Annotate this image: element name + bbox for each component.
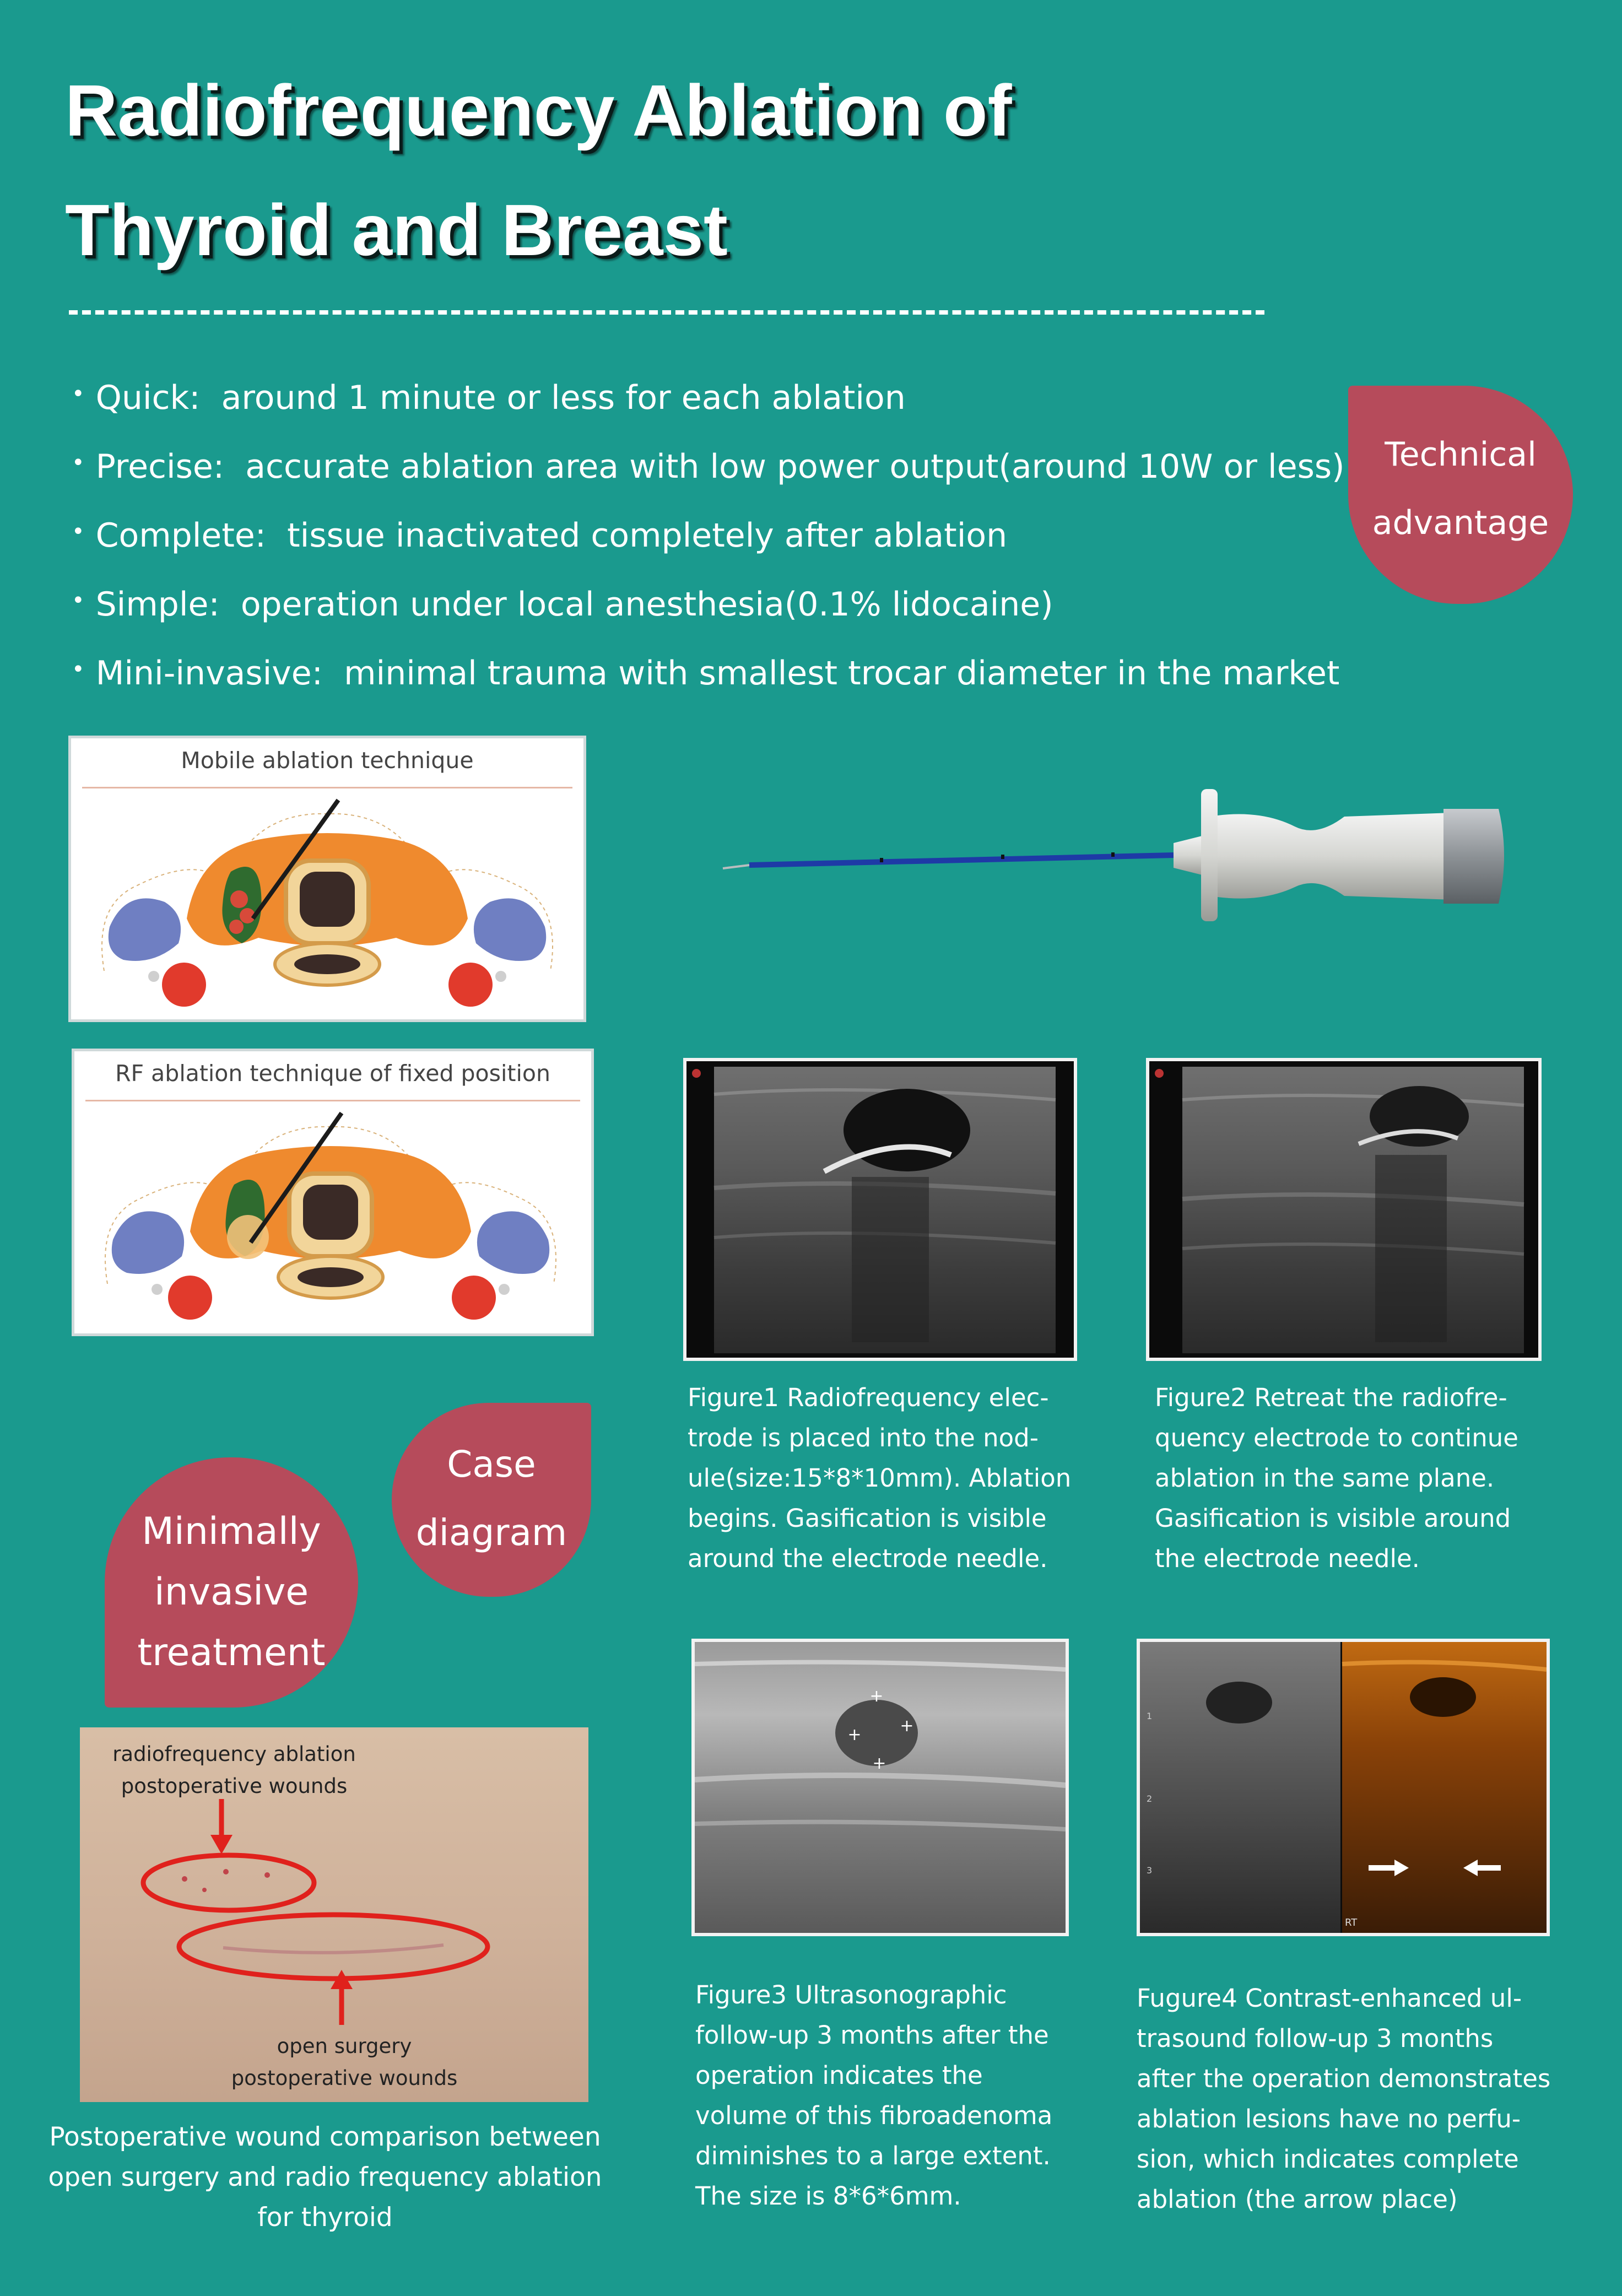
figure2-caption: Figure2 Retreat the radiofre- quency electrode to continue ablation in the same plane. Gasification is visible around the electrode needle. xyxy=(1155,1383,1518,1573)
advantage-simple: • Simple: operation under local anesthesia(0.1% lidocaine) xyxy=(72,585,1053,624)
advantage-quick: • Quick: around 1 minute or less for each ablation xyxy=(72,379,906,417)
advantage-precise: • Precise: accurate ablation area with low power output(around 10W or less) xyxy=(72,447,1345,486)
technical-advantage-badge: Technical advantage xyxy=(1348,386,1573,604)
fixed-position-ablation-diagram xyxy=(72,1049,594,1336)
svg-text:+: + xyxy=(847,1725,862,1744)
svg-text:+: + xyxy=(869,1687,884,1706)
mobile-ablation-diagram xyxy=(68,736,586,1022)
mobile-ablation-title: Mobile ablation technique xyxy=(181,747,474,774)
figure3-caption: Figure3 Ultrasonographic follow-up 3 months after the operation indicates the volume of this fibroadenoma diminishes to a large extent. The size is 8*6*6mm. xyxy=(695,1980,1053,2211)
fig4-rt-marker: RT xyxy=(1345,1917,1358,1928)
figure1-caption: Figure1 Radiofrequency elec- trode is placed into the nod- ule(size:15*8*10mm). Ablation begins. Gasification is visible around the electrode needle. xyxy=(688,1383,1072,1573)
fixed-ablation-title: RF ablation technique of fixed position xyxy=(115,1060,550,1087)
figure1-ultrasound-image xyxy=(683,1058,1077,1361)
svg-text:+: + xyxy=(900,1716,914,1736)
fig4-tick-1: 1 xyxy=(1147,1711,1153,1721)
fig4-tick-3: 3 xyxy=(1147,1865,1153,1876)
page-title-line2: Thyroid and Breast xyxy=(65,190,728,271)
figure3-ultrasound-image xyxy=(691,1639,1069,1936)
thyroid-cross-section-mobile xyxy=(71,789,583,1019)
page-title-line1: Radiofrequency Ablation of xyxy=(65,70,1012,151)
rf-wound-label: radiofrequency ablation postoperative wounds xyxy=(112,1742,356,1798)
fig4-tick-2: 2 xyxy=(1147,1793,1153,1804)
svg-text:+: + xyxy=(872,1754,886,1773)
open-surgery-wound-label: open surgery postoperative wounds xyxy=(231,2034,458,2090)
wound-comparison-caption: Postoperative wound comparison between open surgery and radio frequency ablation for thyroid xyxy=(48,2122,602,2233)
thyroid-cross-section-fixed xyxy=(74,1102,591,1333)
case-diagram-badge: Case diagram xyxy=(392,1403,591,1597)
advantage-complete: • Complete: tissue inactivated completely after ablation xyxy=(72,516,1008,555)
minimally-invasive-badge: Minimally invasive treatment xyxy=(105,1457,358,1708)
figure4-contrast-ultrasound-image xyxy=(1137,1639,1550,1936)
advantage-mini-invasive: • Mini-invasive: minimal trauma with smallest trocar diameter in the market xyxy=(72,654,1340,693)
figure4-caption: Fugure4 Contrast-enhanced ul- trasound follow-up 3 months after the operation demonstrates ablation lesions have no perfu- sion, which indicates complete ablation (the arrow place) xyxy=(1137,1984,1551,2214)
rf-electrode-device-image xyxy=(716,777,1510,942)
figure2-ultrasound-image xyxy=(1146,1058,1542,1361)
title-divider xyxy=(69,310,1264,315)
postoperative-wound-photo xyxy=(80,1727,588,2102)
